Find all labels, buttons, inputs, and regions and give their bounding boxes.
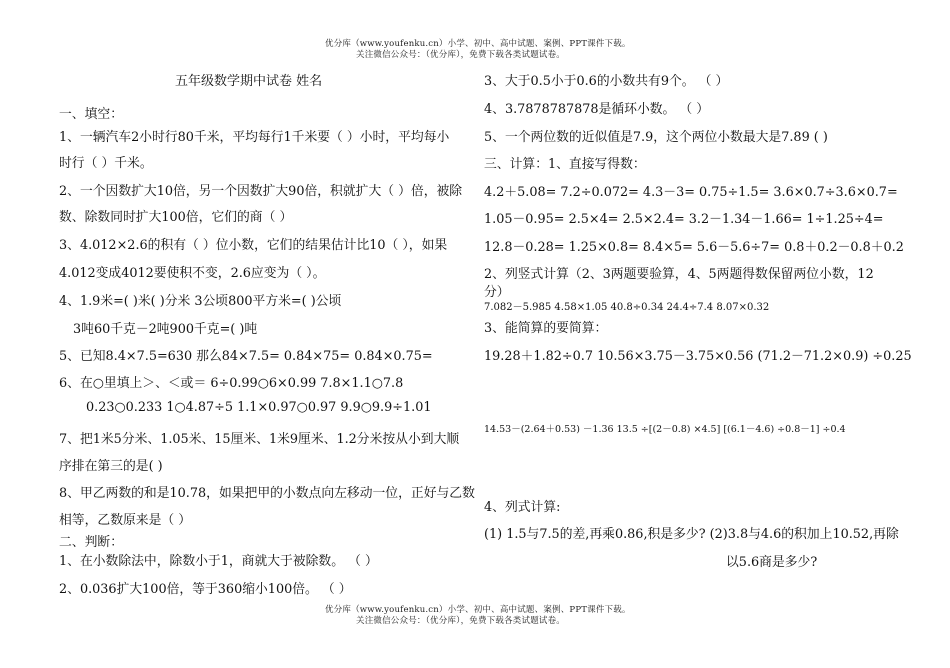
calc-row-1: 4.2＋5.08= 7.2÷0.072= 4.3－3= 0.75÷1.5= 3.6×0.7÷3.6×0.7=: [484, 185, 898, 200]
q4-line-2: 3吨60千克－2吨900千克=( )吨: [73, 322, 258, 337]
vertical-calc-items: 7.082－5.985 4.58×1.05 40.8÷0.34 24.4÷7.4 8.07×0.32: [484, 302, 770, 313]
word-problem-line-2: 以5.6商是多少?: [726, 555, 818, 570]
judge-1: 1、在小数除法中，除数小于1，商就大于被除数。 （ ）: [59, 554, 378, 569]
q6-line-2: 0.23○0.233 1○4.87÷5 1.1×0.97○0.97 9.9○9.9÷1.01: [86, 400, 432, 415]
vertical-calc-line-1: 2、列竖式计算（2、3两题要验算，4、5两题得数保留两位小数，12: [484, 267, 874, 282]
section-word-problems: 4、列式计算:: [484, 500, 561, 515]
header-line-1: 优分库（www.youfenku.cn）小学、初中、高中试题、案例、PPT课件下载。: [325, 39, 631, 49]
judge-4: 4、3.7878787878是循环小数。 （ ）: [484, 102, 710, 117]
q7-line-1: 7、把1米5分米、1.05米、15厘米、1米9厘米、1.2分米按从小到大顺: [59, 432, 460, 447]
vertical-calc-line-2: 分）: [484, 285, 510, 300]
section-judge: 二、判断：: [59, 535, 123, 550]
q4-line-1: 4、1.9米=( )米( )分米 3公顷800平方米=( )公顷: [59, 294, 342, 309]
q1-line-2: 时行（ ）千米。: [59, 156, 153, 171]
q3-line-1: 3、4.012×2.6的积有（ ）位小数，它们的结果估计比10（ ），如果: [59, 238, 448, 253]
simplify-row-2: 14.53－(2.64＋0.53) －1.36 13.5 ÷[(2－0.8) ×4.5] [(6.1－4.6) ÷0.8－1] ÷0.4: [484, 424, 846, 435]
calc-row-2: 1.05－0.95= 2.5×4= 2.5×2.4= 3.2－1.34－1.66= 1÷1.25÷4=: [484, 212, 884, 227]
section-calc: 三、计算：1、直接写得数：: [484, 157, 646, 172]
header-line-2: 关注微信公众号：（优分库），免费下载各类试题试卷。: [356, 50, 566, 60]
q8-line-1: 8、甲乙两数的和是10.78，如果把甲的小数点向左移动一位，正好与乙数: [59, 486, 475, 501]
q2-line-2: 数、除数同时扩大100倍，它们的商（ ）: [59, 210, 293, 225]
section-fill-in: 一、填空：: [59, 107, 123, 122]
q7-line-2: 序排在第三的是( ): [59, 459, 163, 474]
word-problem-line-1: (1) 1.5与7.5的差,再乘0.86,积是多少? (2)3.8与4.6的积加上10.52,再除: [484, 527, 899, 542]
q6-line-1: 6、在○里填上＞、＜或＝ 6÷0.99○6×0.99 7.8×1.1○7.8: [59, 376, 404, 391]
judge-3: 3、大于0.5小于0.6的小数共有9个。 （ ）: [484, 74, 729, 89]
q2-line-1: 2、一个因数扩大10倍，另一个因数扩大90倍，积就扩大（ ）倍，被除: [59, 184, 463, 199]
calc-row-3: 12.8－0.28= 1.25×0.8= 8.4×5= 5.6－5.6÷7= 0.8＋0.2－0.8＋0.2: [484, 240, 904, 255]
judge-2: 2、0.036扩大100倍，等于360缩小100倍。 （ ）: [59, 582, 352, 597]
q1-line-1: 1、一辆汽车2小时行80千米，平均每行1千米要（ ）小时，平均每小: [59, 130, 450, 145]
q5-line: 5、已知8.4×7.5=630 那么84×7.5= 0.84×75= 0.84×0.75=: [59, 349, 433, 364]
q8-line-2: 相等，乙数原来是（ ）: [59, 513, 192, 528]
simplify-row-1: 19.28＋1.82÷0.7 10.56×3.75－3.75×0.56 (71.2－71.2×0.9) ÷0.25: [484, 349, 912, 364]
footer-line-2: 关注微信公众号：（优分库），免费下载各类试题试卷。: [356, 616, 566, 626]
exam-title: 五年级数学期中试卷 姓名: [175, 74, 323, 89]
q3-line-2: 4.012变成4012要使积不变，2.6应变为（ ）。: [59, 266, 326, 281]
footer-line-1: 优分库（www.youfenku.cn）小学、初中、高中试题、案例、PPT课件下载。: [325, 605, 631, 615]
simplify-heading: 3、能简算的要简算：: [484, 321, 608, 336]
judge-5: 5、一个两位数的近似值是7.9，这个两位小数最大是7.89 ( ): [484, 130, 828, 145]
